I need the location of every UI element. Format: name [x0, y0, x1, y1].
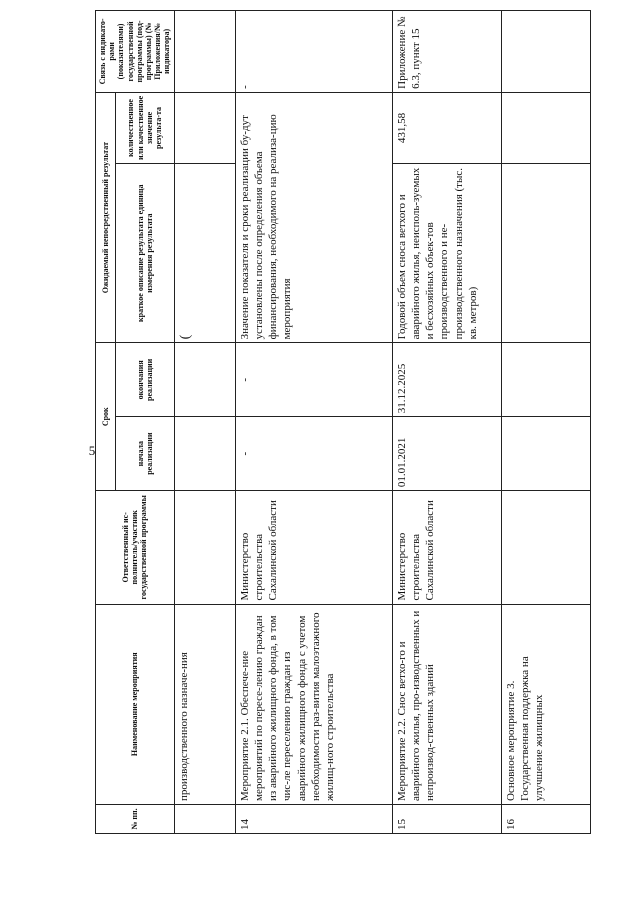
cell-end: -	[235, 343, 392, 417]
header-responsible: Ответственный ис-полнитель/участник государственной программы	[96, 491, 175, 604]
cell-num: 16	[501, 804, 590, 833]
cell-responsible: Министерство строительства Сахалинской области	[235, 491, 392, 604]
cell-link	[174, 11, 235, 93]
cell-mark: (	[177, 334, 193, 340]
cell-name: Мероприятие 2.2. Снос ветхо-го и аварийного жилья, про-изводственных и непроизвод-ственных зданий	[392, 604, 501, 804]
cell-value	[501, 92, 590, 163]
page-number: 5	[88, 443, 96, 458]
cell-link: -	[235, 11, 392, 93]
cell-link: Приложение № 6.3, пункт 15	[392, 11, 501, 93]
cell-desc	[174, 164, 235, 343]
header-result: Ожидаемый непосредственный результат	[96, 92, 116, 343]
cell-value: 431,58	[392, 92, 501, 163]
cell-num	[174, 804, 235, 833]
cell-name: Мероприятие 2.1. Обеспече-ние мероприятий по пересе-лению граждан из аварийного жилищного фонда, в том чис-ле переселению граждан из аварийного жилищного фонда с учетом необходимости раз-вития малоэтажного жилищ-ного строительства	[235, 604, 392, 804]
cell-desc: Значение показателя и сроки реализации бу-дут установлены после определения объема финансирования, необходимого на реализа-цию мероприятия	[235, 92, 392, 343]
cell-desc: Годовой объем сноса ветхого и аварийного жилья, неисполь-зуемых и бесхозяйных объек-тов производственного и не-производственного назначения (тыс. кв. метров)	[392, 164, 501, 343]
cell-link	[501, 11, 590, 93]
header-num: № пп.	[96, 804, 175, 833]
cell-num: 15	[392, 804, 501, 833]
measures-table-container	[95, 10, 630, 834]
table-row	[392, 11, 501, 834]
cell-responsible	[501, 491, 590, 604]
header-result-desc: краткое описание результата единица измерения результата	[115, 164, 174, 343]
table-row	[235, 11, 392, 834]
header-link: Связь с индикато-рами (показателями) государственной программы (под-программы) (№ Приложения/№ индикатора)	[96, 11, 175, 93]
cell-start	[501, 417, 590, 491]
cell-name: Основное мероприятие 3. Государственная поддержка на улучшение жилищных	[501, 604, 590, 804]
header-name: Наименование мероприятия	[96, 604, 175, 804]
cell-num: 14	[235, 804, 392, 833]
cell-start: 01.01.2021	[392, 417, 501, 491]
cell-name: производственного назначе-ния	[174, 604, 235, 804]
table-row	[174, 11, 235, 834]
cell-value	[174, 92, 235, 163]
header-result-value: количественное или качественное значение результа-та	[115, 92, 174, 163]
table-row	[501, 11, 590, 834]
header-term: Срок	[96, 343, 116, 491]
measures-table	[95, 10, 591, 834]
cell-end	[174, 343, 235, 417]
cell-end: 31.12.2025	[392, 343, 501, 417]
cell-end	[501, 343, 590, 417]
header-term-start: начала реализации	[115, 417, 174, 491]
cell-start: -	[235, 417, 392, 491]
cell-desc	[501, 164, 590, 343]
cell-responsible: Министерство строительства Сахалинской области	[392, 491, 501, 604]
cell-responsible	[174, 491, 235, 604]
header-row-main	[96, 11, 116, 834]
header-term-end: окончания реализации	[115, 343, 174, 417]
cell-start	[174, 417, 235, 491]
